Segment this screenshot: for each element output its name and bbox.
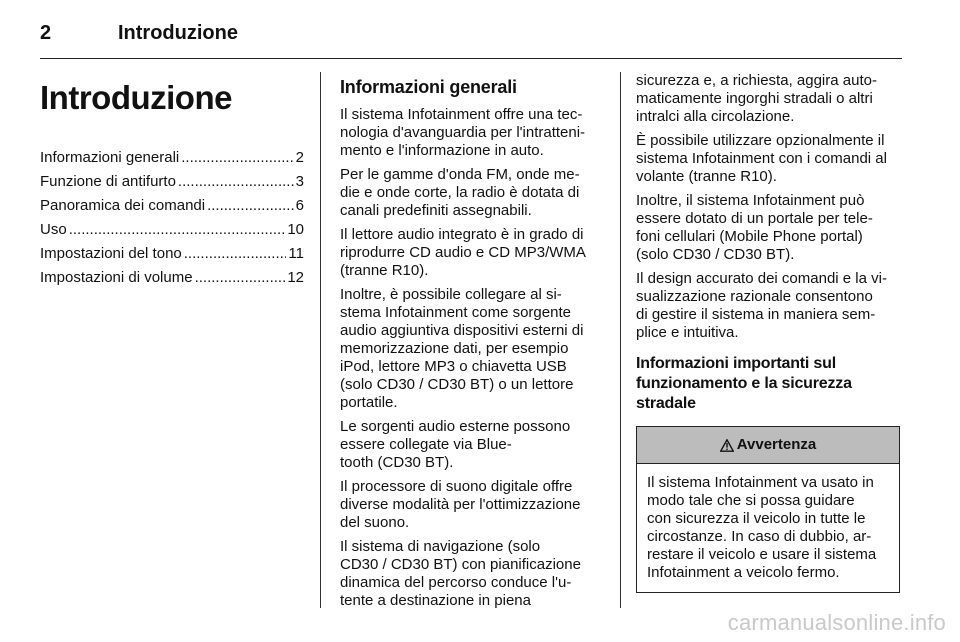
text-line: intralci alla circolazione. — [636, 108, 795, 125]
text-line: mento e l'informazione in auto. — [340, 142, 544, 159]
chapter-title: Introduzione — [40, 79, 232, 116]
toc-leader-dots — [207, 194, 294, 218]
paragraph — [636, 192, 902, 264]
toc-list — [40, 146, 304, 290]
text-line: Il sistema di navigazione (solo — [340, 538, 541, 555]
toc-entry[interactable] — [40, 266, 304, 290]
toc-leader-dots — [195, 266, 286, 290]
text-line: di gestire il sistema in maniera sem- — [636, 306, 876, 323]
warning-text — [637, 464, 899, 592]
text-line: die e onde corte, la radio è dotata di — [340, 184, 580, 201]
toc-entry[interactable] — [40, 218, 304, 242]
warning-triangle-icon — [720, 439, 734, 452]
toc-entry-page: 11 — [288, 245, 304, 262]
paragraph — [636, 270, 902, 342]
text-line: circostanze. In caso di dubbio, ar- — [647, 528, 872, 545]
toc-entry-page: 6 — [295, 197, 304, 214]
toc-entry-label: Panoramica dei comandi — [40, 197, 206, 214]
toc-entry-label: Uso — [40, 221, 67, 238]
toc-entry[interactable] — [40, 194, 304, 218]
text-line: (solo CD30 / CD30 BT). — [636, 246, 795, 263]
paragraph — [636, 72, 902, 126]
paragraph — [340, 478, 606, 532]
text-line: Il sistema Infotainment offre una tec- — [340, 106, 583, 123]
toc-entry-page: 10 — [287, 221, 304, 238]
text-line: tooth (CD30 BT). — [340, 454, 454, 471]
text-line: Inoltre, è possibile collegare al si- — [340, 286, 562, 303]
paragraph — [340, 286, 606, 412]
section-heading: Informazioni generali — [340, 77, 517, 97]
text-line: restare il veicolo e usare il sistema — [647, 546, 877, 563]
text-line: Il processore di suono digitale offre — [340, 478, 573, 495]
watermark: carmanualsonline.info — [727, 610, 946, 635]
text-line: Infotainment a veicolo fermo. — [647, 564, 840, 581]
warning-box — [636, 426, 900, 593]
toc-leader-dots — [69, 218, 286, 242]
text-line: iPod, lettore MP3 o chiavetta USB — [340, 358, 567, 375]
text-line: plice e intuitiva. — [636, 324, 739, 341]
text-line: È possibile utilizzare opzionalmente il — [636, 132, 885, 149]
text-line: Inoltre, il sistema Infotainment può — [636, 192, 865, 209]
text-line: tente a destinazione in piena — [340, 592, 531, 609]
text-line: del suono. — [340, 514, 410, 531]
toc-entry-label: Funzione di antifurto — [40, 173, 176, 190]
toc-entry[interactable] — [40, 170, 304, 194]
text-line: CD30 / CD30 BT) con pianificazione — [340, 556, 581, 573]
text-line: con sicurezza il veicolo in tutte le — [647, 510, 866, 527]
toc-leader-dots — [181, 146, 293, 170]
header-rule — [40, 58, 902, 59]
toc-entry-label: Impostazioni di volume — [40, 269, 193, 286]
text-line: portatile. — [340, 394, 398, 411]
text-line: sistema Infotainment con i comandi al — [636, 150, 887, 167]
text-line: Il lettore audio integrato è in grado di — [340, 226, 584, 243]
text-line: modo tale che si possa guidare — [647, 492, 855, 509]
running-title: Introduzione — [118, 22, 238, 44]
text-line: funzionamento e la sicurezza — [636, 375, 852, 392]
warning-title: Avvertenza — [736, 436, 817, 453]
text-line: diverse modalità per l'ottimizzazione — [340, 496, 581, 513]
text-line: Il sistema Infotainment va usato in — [647, 474, 874, 491]
right-column — [636, 72, 902, 593]
text-line: riprodurre CD audio e CD MP3/WMA — [340, 244, 586, 261]
toc-entry-label: Impostazioni del tono — [40, 245, 182, 262]
toc-column — [40, 72, 304, 290]
warning-header — [637, 427, 899, 464]
column-divider — [620, 72, 621, 608]
toc-entry-label: Informazioni generali — [40, 149, 180, 166]
toc-leader-dots — [184, 242, 287, 266]
text-line: Informazioni importanti sul — [636, 355, 836, 372]
text-line: volante (tranne R10). — [636, 168, 777, 185]
text-line: Per le gamme d'onda FM, onde me- — [340, 166, 580, 183]
text-line: (tranne R10). — [340, 262, 429, 279]
paragraph — [340, 226, 606, 280]
text-line: sualizzazione razionale consentono — [636, 288, 873, 305]
text-line: canali predefiniti assegnabili. — [340, 202, 532, 219]
paragraph — [636, 132, 902, 186]
column-divider — [320, 72, 321, 608]
text-line: maticamente ingorghi stradali o altri — [636, 90, 873, 107]
text-line: (solo CD30 / CD30 BT) o un lettore — [340, 376, 574, 393]
text-line: stema Infotainment come sorgente — [340, 304, 571, 321]
subsection-heading — [636, 354, 902, 414]
text-line: Le sorgenti audio esterne possono — [340, 418, 571, 435]
paragraph — [340, 418, 606, 472]
text-line: stradale — [636, 395, 696, 412]
toc-leader-dots — [178, 170, 294, 194]
paragraph — [340, 538, 606, 610]
paragraph — [340, 106, 606, 160]
toc-entry-page: 12 — [287, 269, 304, 286]
toc-entry-page: 2 — [295, 149, 304, 166]
text-line: dinamica del percorso conduce l'u- — [340, 574, 572, 591]
text-line: Il design accurato dei comandi e la vi- — [636, 270, 887, 287]
text-line: memorizzazione dati, per esempio — [340, 340, 569, 357]
text-line: sicurezza e, a richiesta, aggira auto- — [636, 72, 877, 89]
text-line: foni cellulari (Mobile Phone portal) — [636, 228, 863, 245]
toc-entry-page: 3 — [295, 173, 304, 190]
paragraph — [340, 166, 606, 220]
page-number: 2 — [40, 22, 52, 44]
toc-entry[interactable] — [40, 146, 304, 170]
text-line: essere collegate via Blue- — [340, 436, 512, 453]
toc-entry[interactable] — [40, 242, 304, 266]
text-line: nologia d'avanguardia per l'intratteni- — [340, 124, 586, 141]
text-line: essere dotato di un portale per tele- — [636, 210, 873, 227]
text-line: audio aggiuntiva dispositivi esterni di — [340, 322, 584, 339]
middle-column — [340, 72, 606, 616]
